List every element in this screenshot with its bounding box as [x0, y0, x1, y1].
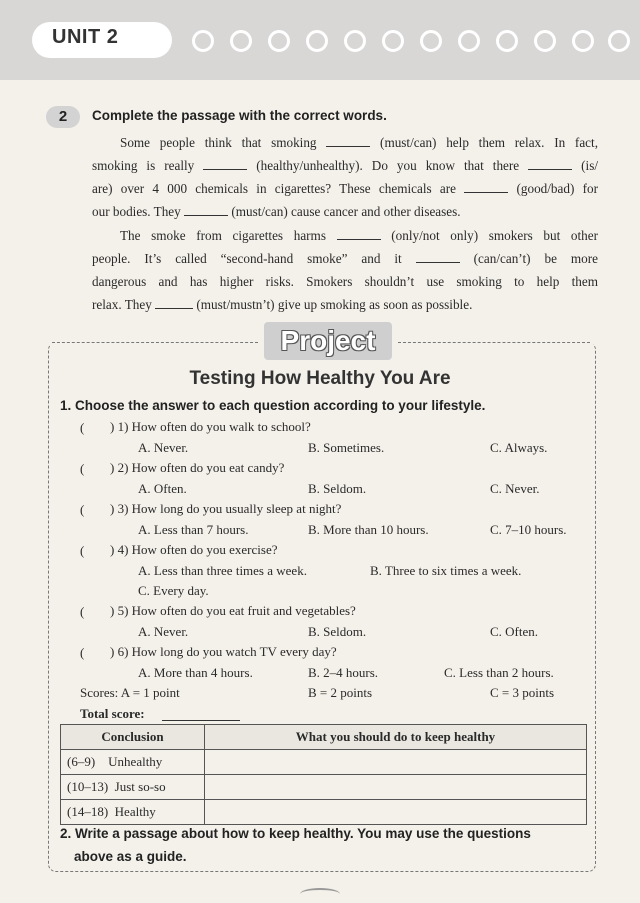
passage-line: are) over 4 000 chemicals in cigarettes? These chemicals are (good/bad) for [92, 181, 598, 196]
option-a[interactable]: A. Less than 7 hours. [138, 522, 249, 537]
scores-c: C = 3 points [490, 685, 555, 700]
table-row [61, 775, 587, 800]
question-text: ) 1) How often do you walk to school? [110, 419, 311, 434]
table-cell: (6–9) Unhealthy [61, 750, 205, 775]
option-a[interactable]: A. Never. [138, 624, 189, 639]
table-row [61, 750, 587, 775]
section-title: Complete the passage with the correct words. [92, 108, 387, 123]
answer-blank[interactable] [203, 158, 247, 170]
answer-blank[interactable] [337, 228, 381, 240]
passage-line: relax. They (must/mustn’t) give up smoking as soon as possible. [92, 297, 473, 312]
answer-blank[interactable] [464, 181, 508, 193]
passage-line: people. It’s called “second-hand smoke” and it (can/can’t) be more [92, 251, 598, 266]
question-2-line-1: 2. Write a passage about how to keep healthy. You may use the questions [60, 826, 531, 841]
project-subtitle: Testing How Healthy You Are [189, 368, 451, 389]
decorative-circle-icon [534, 30, 556, 52]
option-c[interactable]: C. Always. [490, 440, 548, 455]
decorative-circle-icon [306, 30, 328, 52]
option-b[interactable]: B. Seldom. [308, 481, 367, 496]
option-b[interactable]: B. More than 10 hours. [308, 522, 429, 537]
option-c[interactable]: C. Less than 2 hours. [444, 665, 554, 680]
table-row [61, 800, 587, 825]
decorative-circle-icon [382, 30, 404, 52]
question-text: ) 6) How long do you watch TV every day? [110, 644, 337, 659]
decorative-circle-icon [268, 30, 290, 52]
passage-line: The smoke from cigarettes harms (only/not only) smokers but other [120, 228, 598, 243]
option-b[interactable]: B. Three to six times a week. [370, 563, 522, 578]
answer-bracket[interactable]: ( [80, 461, 85, 476]
option-b[interactable]: B. Sometimes. [308, 440, 385, 455]
answer-bracket[interactable]: ( [80, 502, 85, 517]
option-c[interactable]: C. Never. [490, 481, 540, 496]
table-header: Conclusion [61, 725, 205, 750]
answer-blank[interactable] [326, 135, 370, 147]
decorative-circle-icon [608, 30, 630, 52]
answer-blank[interactable] [155, 297, 193, 309]
answer-bracket[interactable]: ( [80, 543, 85, 558]
decorative-circle-icon [496, 30, 518, 52]
scores-label: Scores: A = 1 point [80, 685, 180, 700]
answer-blank[interactable] [528, 158, 572, 170]
unit-header [0, 0, 640, 80]
answer-cell[interactable] [205, 750, 587, 775]
table-header: What you should do to keep healthy [205, 725, 587, 750]
decorative-circle-icon [572, 30, 594, 52]
option-a[interactable]: A. Often. [138, 481, 187, 496]
project-title: Project [280, 325, 376, 356]
passage-line: smoking is really (healthy/unhealthy). Do you know that there (is/ [92, 158, 598, 173]
option-b[interactable]: B. 2–4 hours. [308, 665, 379, 680]
section-number: 2 [46, 106, 80, 128]
page-number-mark [300, 888, 340, 900]
decorative-circle-icon [420, 30, 442, 52]
option-c[interactable]: C. 7–10 hours. [490, 522, 567, 537]
answer-cell[interactable] [205, 800, 587, 825]
question-text: ) 4) How often do you exercise? [110, 542, 278, 557]
decorative-circle-icon [344, 30, 366, 52]
question-text: ) 5) How often do you eat fruit and vegetables? [110, 603, 356, 618]
answer-bracket[interactable]: ( [80, 604, 85, 619]
table-header-row [61, 725, 587, 750]
passage-line: dangerous and has higher risks. Smokers shouldn’t use smoking to help them [92, 274, 598, 289]
option-c[interactable]: C. Often. [490, 624, 539, 639]
decorative-circle-icon [192, 30, 214, 52]
answer-blank[interactable] [416, 251, 460, 263]
question-text: ) 3) How long do you usually sleep at night? [110, 501, 342, 516]
table-cell: (10–13) Just so-so [61, 775, 205, 800]
question-2-line-2: above as a guide. [74, 849, 187, 864]
option-a[interactable]: A. Never. [138, 440, 189, 455]
option-a[interactable]: A. Less than three times a week. [138, 563, 307, 578]
option-b[interactable]: B. Seldom. [308, 624, 367, 639]
answer-cell[interactable] [205, 775, 587, 800]
option-a[interactable]: A. More than 4 hours. [138, 665, 253, 680]
unit-label: UNIT 2 [52, 26, 119, 48]
passage-line: Some people think that smoking (must/can) help them relax. In fact, [120, 135, 598, 150]
answer-bracket[interactable]: ( [80, 645, 85, 660]
table-cell: (14–18) Healthy [61, 800, 205, 825]
total-score-input[interactable] [162, 720, 240, 721]
decorative-circle-icon [230, 30, 252, 52]
passage-line: our bodies. They (must/can) cause cancer and other diseases. [92, 204, 461, 219]
scores-b: B = 2 points [308, 685, 373, 700]
decorative-circle-icon [458, 30, 480, 52]
frame-divider [52, 342, 258, 343]
question-text: ) 2) How often do you eat candy? [110, 460, 285, 475]
answer-blank[interactable] [184, 204, 228, 216]
total-score-label: Total score: [80, 706, 145, 721]
option-c[interactable]: C. Every day. [138, 583, 209, 598]
question-1-heading: 1. Choose the answer to each question according to your lifestyle. [60, 398, 486, 413]
frame-divider [398, 342, 590, 343]
answer-bracket[interactable]: ( [80, 420, 85, 435]
conclusion-table [60, 724, 587, 825]
